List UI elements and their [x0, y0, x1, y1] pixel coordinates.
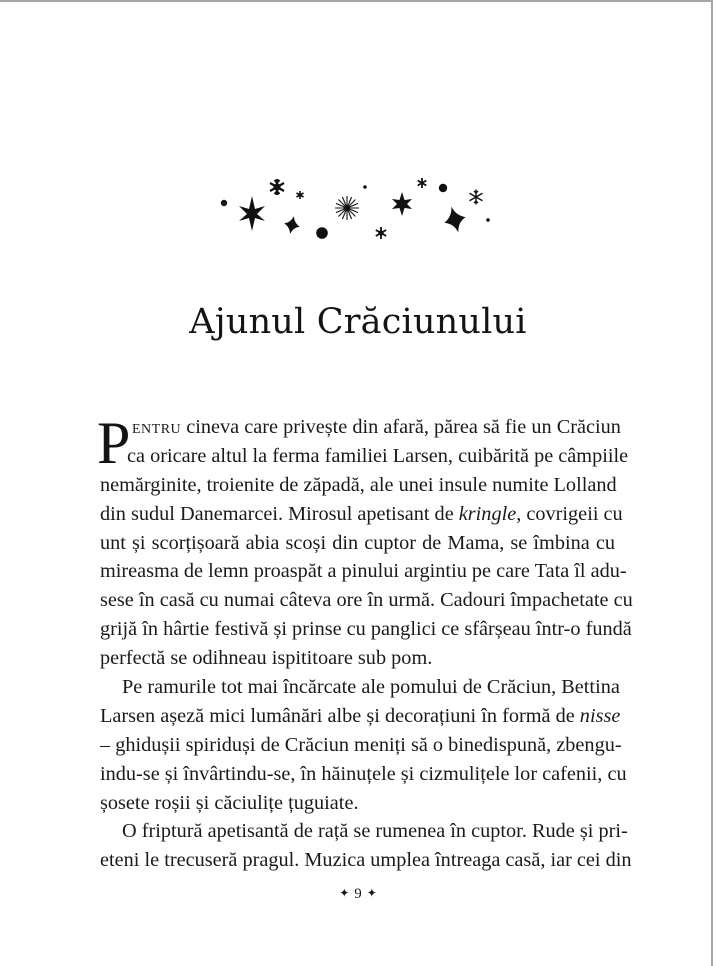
- line-text: , covrigeii cu: [516, 502, 623, 525]
- page-number-value: 9: [354, 886, 362, 902]
- four-point-star-icon: ✦: [366, 886, 377, 900]
- paragraph: [100, 817, 632, 875]
- large-four-point-sparkle-icon: [441, 204, 469, 236]
- snowflake-icon: [470, 190, 483, 205]
- line-text: cineva care privește din afară, părea să fie un Crăciun: [181, 416, 621, 438]
- text-line: Pe ramurile tot mai încărcate ale pomului de Crăciun, Bettina: [122, 676, 620, 699]
- text-line: ca oricare altul la ferma familiei Larsen, cuibărită pe câmpiile: [127, 444, 629, 467]
- text-line: [100, 702, 621, 731]
- small-snowflake-icon: [376, 227, 386, 239]
- smallcaps-lead: entru: [132, 416, 182, 438]
- text-line: nemărginite, troienite de zăpadă, ale unei insule numite Lolland: [100, 473, 617, 496]
- text-line: unt și scorțișoară abia scoși din cuptor de Mama, se îmbina cu: [100, 531, 615, 554]
- text-line: [100, 500, 623, 529]
- four-point-sparkle-icon: [282, 215, 301, 236]
- italic-term: kringle: [458, 502, 517, 525]
- paragraph: [97, 410, 633, 673]
- text-line: – ghidușii spiriduși de Crăciun meniți să o binedispună, zbengu-: [100, 733, 622, 756]
- text-line: indu-se și învârtindu-se, în hăinuțele și cizmulițele lor cafenii, cu: [100, 762, 627, 785]
- text-line: mireasma de lemn proaspăt a pinului argintiu pe care Tata îl adu-: [100, 560, 627, 583]
- dot-icon: [221, 200, 227, 206]
- dot-icon: [439, 184, 447, 192]
- text-line: șosete roșii și căciulițe țuguiate.: [100, 791, 359, 814]
- text-line: O friptură apetisantă de rață se rumenea în cuptor. Rude și pri-: [122, 820, 628, 843]
- six-point-star-icon: [392, 192, 412, 216]
- four-point-star-icon: ✦: [339, 886, 350, 900]
- text-line: [100, 413, 621, 442]
- tiny-dot-icon: [486, 218, 490, 222]
- page-number: [0, 886, 716, 903]
- ornament-svg: [210, 170, 500, 250]
- six-point-star-icon: [239, 196, 265, 231]
- body-text: [97, 410, 633, 875]
- text-line: sese în casă cu numai câteva ore în urmă. Cadouri împachetate cu: [100, 589, 633, 612]
- text-line: grijă în hârtie festivă și prinse cu panglici ce sfârșeau într-o fundă: [100, 618, 632, 641]
- paragraph: [100, 673, 627, 817]
- tiny-star-icon: [297, 191, 304, 199]
- snowflake-icon: [270, 179, 284, 195]
- line-text: Larsen așeză mici lumânări albe și decorațiuni în formă de: [100, 704, 580, 727]
- starburst-icon: [335, 196, 359, 220]
- text-line: perfectă se odihneau ispititoare sub pom.: [100, 647, 433, 670]
- drop-cap: P: [97, 410, 131, 476]
- line-text: din sudul Danemarcei. Mirosul apetisant de: [100, 502, 459, 525]
- chapter-title: Ajunul Crăciunului: [189, 302, 527, 342]
- large-dot-icon: [316, 227, 328, 239]
- chapter-ornament: [210, 170, 500, 250]
- tiny-dot-icon: [363, 185, 367, 189]
- italic-term: nisse: [579, 704, 621, 727]
- text-line: eteni le trecuseră pragul. Muzica umplea întreaga casă, iar cei din: [100, 849, 632, 872]
- tiny-star-icon: [418, 178, 427, 188]
